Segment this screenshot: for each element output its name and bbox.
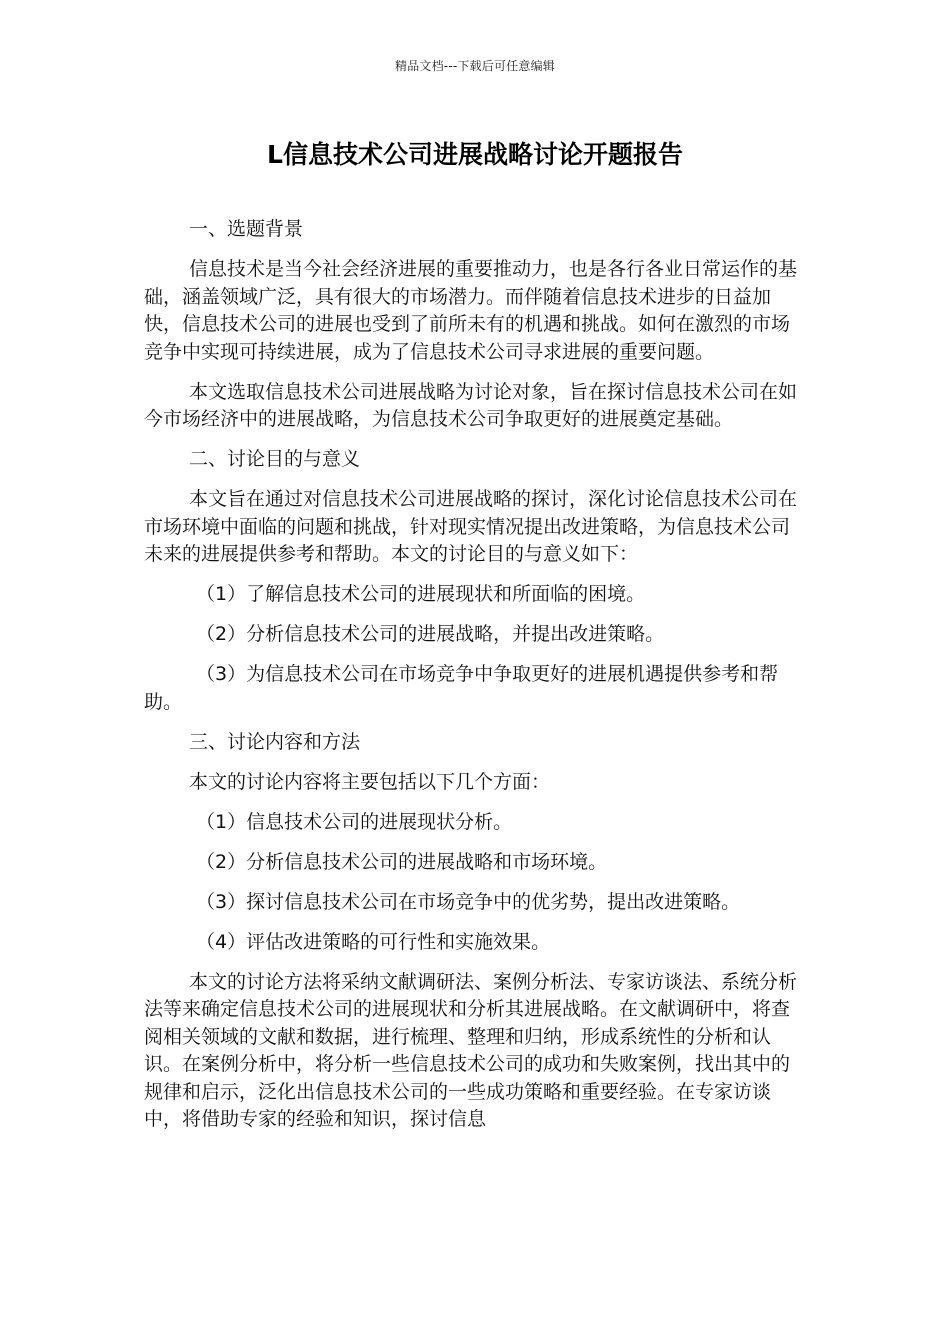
list-item: （3）探讨信息技术公司在市场竞争中的优劣势，提出改进策略。: [196, 890, 741, 913]
paragraph-purpose: 本文旨在通过对信息技术公司进展战略的探讨，深化讨论信息技术公司在市场环境中面临的问题和挑战，针对现实情况提出改进策略，为信息技术公司未来的进展提供参考和帮助。本文的讨论目的与意义如下：: [144, 488, 798, 565]
list-item: （2）分析信息技术公司的进展战略，并提出改进策略。: [196, 623, 665, 645]
paragraph-background: 信息技术是当今社会经济进展的重要推动力，也是各行各业日常运作的基础，涵盖领域广泛，具有很大的市场潜力。而伴随着信息技术进步的日益加快，信息技术公司的进展也受到了前所未有的机遇和挑战。如何在激烈的市场竞争中实现可持续进展，成为了信息技术公司寻求进展的重要问题。: [144, 258, 798, 363]
document-body: [144, 216, 800, 1146]
section-heading-content-method: 三、讨论内容和方法: [189, 730, 361, 753]
paragraph-content-intro: 本文的讨论内容将主要包括以下几个方面：: [189, 770, 551, 793]
page-header: 精品文档---下载后可任意编辑: [395, 59, 555, 73]
list-item: （3）为信息技术公司在市场竞争中争取更好的进展机遇提供参考和帮助。: [144, 663, 779, 713]
section-heading-purpose: 二、讨论目的与意义: [189, 448, 361, 470]
list-item: （1）信息技术公司的进展现状分析。: [196, 810, 513, 833]
paragraph-method: 本文的讨论方法将采纳文献调研法、案例分析法、专家访谈法、系统分析法等来确定信息技术公司的进展现状和分析其进展战略。在文献调研中，将查阅相关领域的文献和数据，进行梳理、整理和归纳，形成系统性的分析和认识。在案例分析中，将分析一些信息技术公司的成功和失败案例，找出其中的规律和启示，泛化出信息技术公司的一些成功策略和重要经验。在专家访谈中，将借助专家的经验和知识，探讨信息: [144, 970, 798, 1130]
list-item: （1）了解信息技术公司的进展现状和所面临的困境。: [196, 583, 646, 605]
paragraph-topic: 本文选取信息技术公司进展战略为讨论对象，旨在探讨信息技术公司在如今市场经济中的进展战略，为信息技术公司争取更好的进展奠定基础。: [144, 380, 798, 430]
list-item: （4）评估改进策略的可行性和实施效果。: [196, 930, 551, 953]
document-title: L信息技术公司进展战略讨论开题报告: [267, 140, 683, 169]
list-item: （2）分析信息技术公司的进展战略和市场环境。: [196, 850, 608, 873]
section-heading-background: 一、选题背景: [189, 218, 304, 240]
